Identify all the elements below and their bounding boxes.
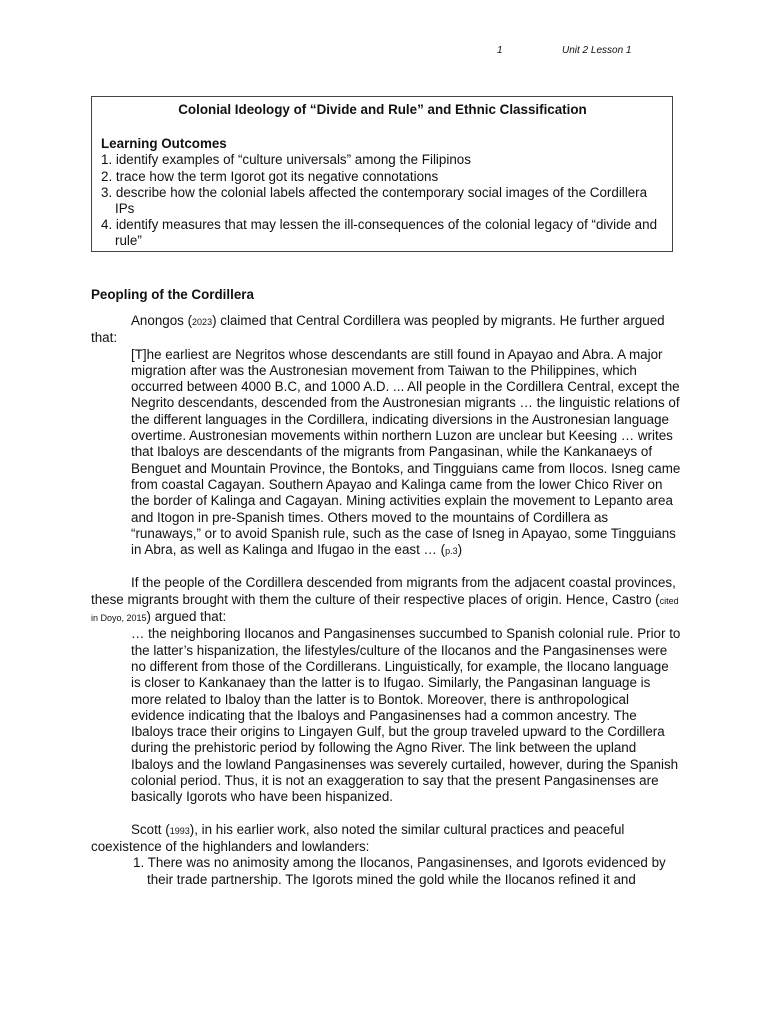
- page-number: 1: [497, 45, 503, 56]
- citation: p.3: [445, 546, 458, 557]
- citation: 1993: [169, 825, 190, 836]
- outcome-item: 4. identify measures that may lessen the ill-consequences of the colonial legacy of “divide and rule”: [101, 217, 658, 249]
- citation: 2023: [192, 317, 213, 327]
- paragraph-castro: If the people of the Cordillera descended from migrants from the adjacent coastal provinces, these migrants brought with them the culture of their respective places of origin. Hence, Castro (cited in Doyo, 2015) argued that:: [91, 575, 679, 625]
- list-item: 1. There was no animosity among the Ilocanos, Pangasinenses, and Igorots evidenced by their trade partnership. The Igorots mined the gold while the Ilocanos refined it and: [133, 855, 666, 887]
- block-quote-castro: … the neighboring Ilocanos and Pangasinenses succumbed to Spanish colonial rule. Prior to the latter’s hispanization, the lifestyles/culture of the Ilocanos and the Pangasinenses were no different from those of the Cordillerans. Linguistically, for example, the Ilocano language is closer to Kankanaey than the latter is to Ifugao. Similarly, the Pangasinan language is more related to Ibaloy than the latter is to Bontok. Moreover, there is anthropological evidence indicating that the Ibaloys and Pangasinenses had a common ancestry. The Ibaloys trace their origins to Lingayen Gulf, but the group traveled upward to the Cordillera during the prehistoric period by following the Agno River. The link between the upland Ibaloys and the lowland Pangasinenses was severely curtailed, however, during the Spanish colonial period. Thus, it is not an exaggeration to say that the present Pangasinenses are basically Igorots who have been hispanized.: [131, 626, 681, 805]
- unit-label: Unit 2 Lesson 1: [562, 45, 632, 56]
- citation: cited in Doyo, 2015: [91, 595, 679, 624]
- paragraph-anongos: Anongos (2023) claimed that Central Cordillera was peopled by migrants. He further argued that:: [91, 313, 665, 346]
- outcome-item: 2. trace how the term Igorot got its negative connotations: [101, 168, 439, 184]
- page-header: [0, 45, 768, 61]
- lesson-title: Colonial Ideology of “Divide and Rule” and Ethnic Classification: [178, 102, 587, 117]
- learning-outcomes-heading: Learning Outcomes: [101, 136, 227, 152]
- block-quote-anongos: [T]he earliest are Negritos whose descendants are still found in Apayao and Abra. A major migration after was the Austronesian movement from Taiwan to the Philippines, which occurred between 4000 B.C, and 1000 A.D. ... All people in the Cordillera Central, except the Negrito descendants, descended from the Austronesian migrants … the linguistic relations of the different languages in the Cordillera, indicating diversions in the Austronesian language overtime. Austronesian movements within northern Luzon are unclear but Keesing … writes that Ibaloys are descendants of the migrants from Pangasinan, while the Kankanaeys of Benguet and Mountain Province, the Bontoks, and Tingguians came from Ilocos. Isneg came from coastal Cagayan. Southern Apayao and Kalinga came from the lower Chico River on the border of Kalinga and Cagayan. Mining activities explain the movement to Lepanto area and Itogon in pre-Spanish times. Others moved to the mountains of Cordillera as “runaways,” or to avoid Spanish rule, such as the case of Isneg in Apayao, some Tingguians in Abra, as well as Kalinga and Ifugao in the east … (p.3): [131, 346, 681, 558]
- section-heading: Peopling of the Cordillera: [91, 287, 254, 302]
- outcome-item: 3. describe how the colonial labels affected the contemporary social images of the Cordillera IPs: [101, 184, 648, 217]
- paragraph-scott: Scott (1993), in his earlier work, also noted the similar cultural practices and peaceful coexistence of the highlanders and lowlanders:: [91, 821, 625, 854]
- body-text: [91, 313, 681, 888]
- lesson-box: [91, 96, 673, 252]
- outcome-item: 1. identify examples of “culture universals” among the Filipinos: [101, 152, 471, 168]
